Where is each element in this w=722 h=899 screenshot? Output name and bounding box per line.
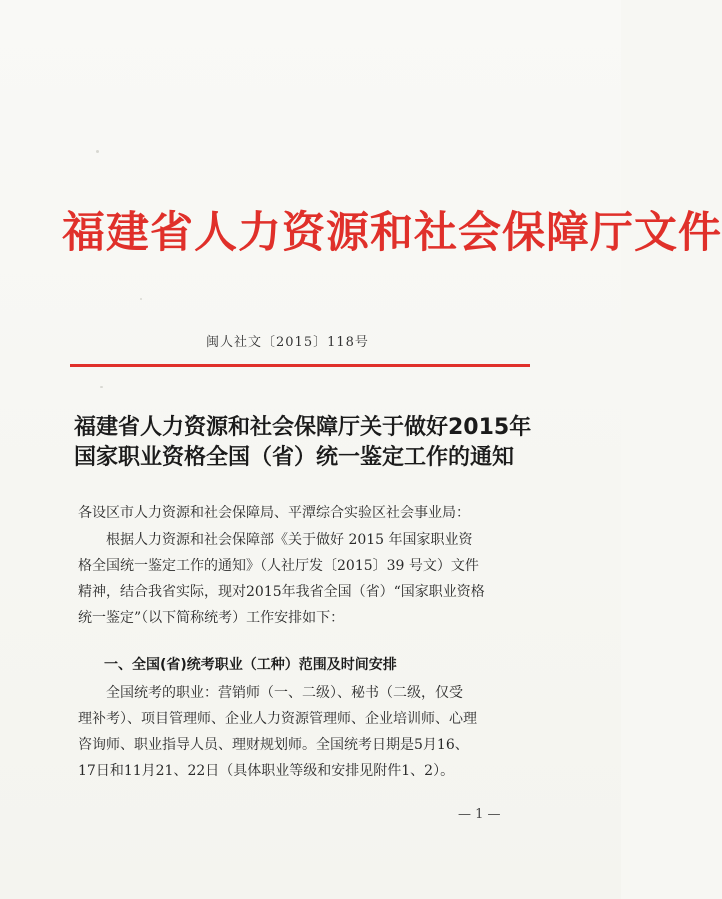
paragraph-line: 理补考）、项目管理师、企业人力资源管理师、企业培训师、心理 <box>78 711 477 727</box>
issuer-header: 福建省人力资源和社会保障厅文件 <box>62 208 722 258</box>
paragraph-line: 格全国统一鉴定工作的通知》（人社厅发〔2015〕39 号文）文件 <box>78 558 479 574</box>
paragraph-line: 根据人力资源和社会保障部《关于做好 2015 年国家职业资 <box>78 532 473 548</box>
red-divider-line <box>70 364 530 367</box>
scan-speck <box>140 298 142 300</box>
paragraph-line: 精神，结合我省实际，现对2015年我省全国（省）“国家职业资格 <box>78 584 485 600</box>
salutation: 各设区市人力资源和社会保障局、平潭综合实验区社会事业局： <box>78 505 470 521</box>
scan-speck <box>96 150 99 153</box>
document-title <box>74 413 544 473</box>
document-title-line: 国家职业资格全国（省）统一鉴定工作的通知 <box>74 445 515 470</box>
paragraph-line: 统一鉴定”（以下简称统考）工作安排如下： <box>78 610 345 626</box>
section-heading: 一、全国(省)统考职业（工种）范围及时间安排 <box>104 657 397 673</box>
document-number: 闽人社文〔2015〕118号 <box>206 335 369 350</box>
paragraph-line: 咨询师、职业指导人员、理财规划师。全国统考日期是5月16、 <box>78 737 469 753</box>
scan-speck <box>100 386 103 388</box>
paragraph-section-1 <box>78 680 548 784</box>
page-number: — 1 — <box>458 807 501 822</box>
paragraph-intro <box>78 527 548 631</box>
document-title-line: 福建省人力资源和社会保障厅关于做好2015年 <box>74 415 532 440</box>
paragraph-line: 全国统考的职业：营销师（一、二级）、秘书（二级，仅受 <box>78 685 463 701</box>
paragraph-line: 17日和11月21、22日（具体职业等级和安排见附件1、2）。 <box>78 763 455 779</box>
